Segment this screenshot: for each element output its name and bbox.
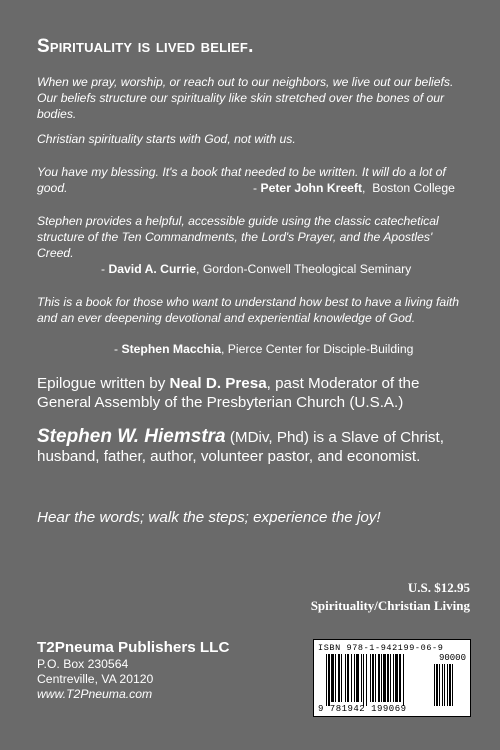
- barcode-bar: [381, 654, 382, 702]
- endorser-name: David A. Currie: [108, 262, 197, 276]
- endorsement-quote: You have my blessing. It's a book that needed to be written. It will do a lot of good.: [37, 165, 446, 195]
- endorsement-quote: This is a book for those who want to understand how best to have a living faith and an ever deepening devotional and experiential knowledge of God.: [37, 295, 460, 325]
- endorsement-attribution: - David A. Currie, Gordon-Conwell Theological Seminary: [101, 262, 412, 276]
- barcode-addon-bar: [442, 664, 443, 706]
- author-bio: [37, 427, 477, 466]
- tagline: Christian spirituality starts with God, not with us.: [37, 132, 296, 146]
- barcode-addon-bar: [436, 664, 438, 706]
- publisher-name: T2Pneuma Publishers LLC: [37, 639, 230, 656]
- price: U.S. $12.95: [407, 580, 470, 595]
- barcode-addon-bar: [447, 664, 448, 706]
- barcode-bar: [372, 654, 374, 702]
- epilogue-suffix: , past Moderator of the General Assembly of the Presbyterian Church (U.S.A.): [37, 375, 420, 411]
- motto: Hear the words; walk the steps; experience the joy!: [37, 509, 381, 526]
- endorsement-attribution: - Peter John Kreeft, Boston College: [253, 181, 455, 195]
- author-bio-text: is a Slave of Christ, husband, father, author, volunteer pastor, and economist.: [37, 429, 444, 465]
- isbn-label: ISBN 978-1-942199-06-9: [318, 643, 444, 653]
- category: Spirituality/Christian Living: [310, 598, 470, 613]
- endorser-affiliation: Pierce Center for Disciple-Building: [227, 342, 414, 356]
- endorser-affiliation: Gordon-Conwell Theological Seminary: [202, 262, 412, 276]
- barcode-bar: [341, 654, 342, 702]
- barcode-bar: [354, 654, 355, 702]
- barcode-bar: [378, 654, 380, 702]
- publisher-website: www.T2Pneuma.com: [37, 687, 153, 701]
- barcode-bar: [331, 654, 334, 702]
- isbn-barcode: [313, 639, 471, 717]
- barcode-bar: [361, 654, 362, 702]
- barcode-bar: [356, 654, 359, 702]
- barcode-bar: [328, 654, 330, 706]
- publisher-address-line2: Centreville, VA 20120: [37, 672, 154, 686]
- barcode-bar: [383, 654, 386, 702]
- epilogue-prefix: Epilogue written by: [37, 375, 170, 392]
- barcode-addon-digits: 90000: [438, 653, 466, 663]
- barcode-addon-bar: [439, 664, 440, 706]
- publisher-address-line1: P.O. Box 230564: [37, 657, 129, 671]
- barcode-bar: [370, 654, 371, 702]
- epilogue-note: [37, 374, 477, 412]
- barcode-bar: [338, 654, 340, 702]
- barcode-bar: [363, 654, 364, 706]
- endorser-name: Stephen Macchia: [121, 342, 222, 356]
- barcode-bar: [390, 654, 391, 702]
- author-credentials: (MDiv, Phd): [225, 429, 309, 446]
- barcode-bar: [395, 654, 398, 702]
- barcode-bar: [387, 654, 389, 702]
- barcode-bar: [345, 654, 346, 702]
- endorser-name: Peter John Kreeft: [260, 181, 363, 195]
- headline: Spirituality is lived belief.: [37, 36, 254, 57]
- barcode-bar: [347, 654, 349, 702]
- barcode-addon-bar: [434, 664, 435, 706]
- barcode-bar: [326, 654, 327, 706]
- barcode-bar: [351, 654, 352, 702]
- endorsement-quote: Stephen provides a helpful, accessible guide using the classic catechetical structure of the Ten Commandments, the Lord's Prayer, and the Apostles' Creed.: [37, 214, 439, 260]
- barcode-bar: [366, 654, 367, 706]
- epilogue-author: Neal D. Presa: [169, 375, 267, 392]
- barcode-bar: [403, 654, 404, 706]
- author-name: Stephen W. Hiemstra: [37, 426, 226, 447]
- barcode-bar: [393, 654, 394, 702]
- barcode-ean-digits: 9 781942 199069: [318, 704, 407, 714]
- barcode-bar: [335, 654, 336, 702]
- price-block: [311, 579, 470, 615]
- barcode-bar: [375, 654, 376, 702]
- endorsement-attribution: - Stephen Macchia, Pierce Center for Disciple-Building: [114, 342, 414, 356]
- barcode-bar: [399, 654, 401, 702]
- barcode-addon-bar: [449, 664, 451, 706]
- intro-paragraph: When we pray, worship, or reach out to our neighbors, we live out our beliefs. Our beliefs structure our spirituality like skin stretched over the bones of our bodies.: [37, 75, 454, 121]
- publisher-block: [37, 638, 229, 702]
- endorser-affiliation: Boston College: [372, 181, 455, 195]
- barcode-addon-bar: [444, 664, 445, 706]
- barcode-addon-bar: [452, 664, 453, 706]
